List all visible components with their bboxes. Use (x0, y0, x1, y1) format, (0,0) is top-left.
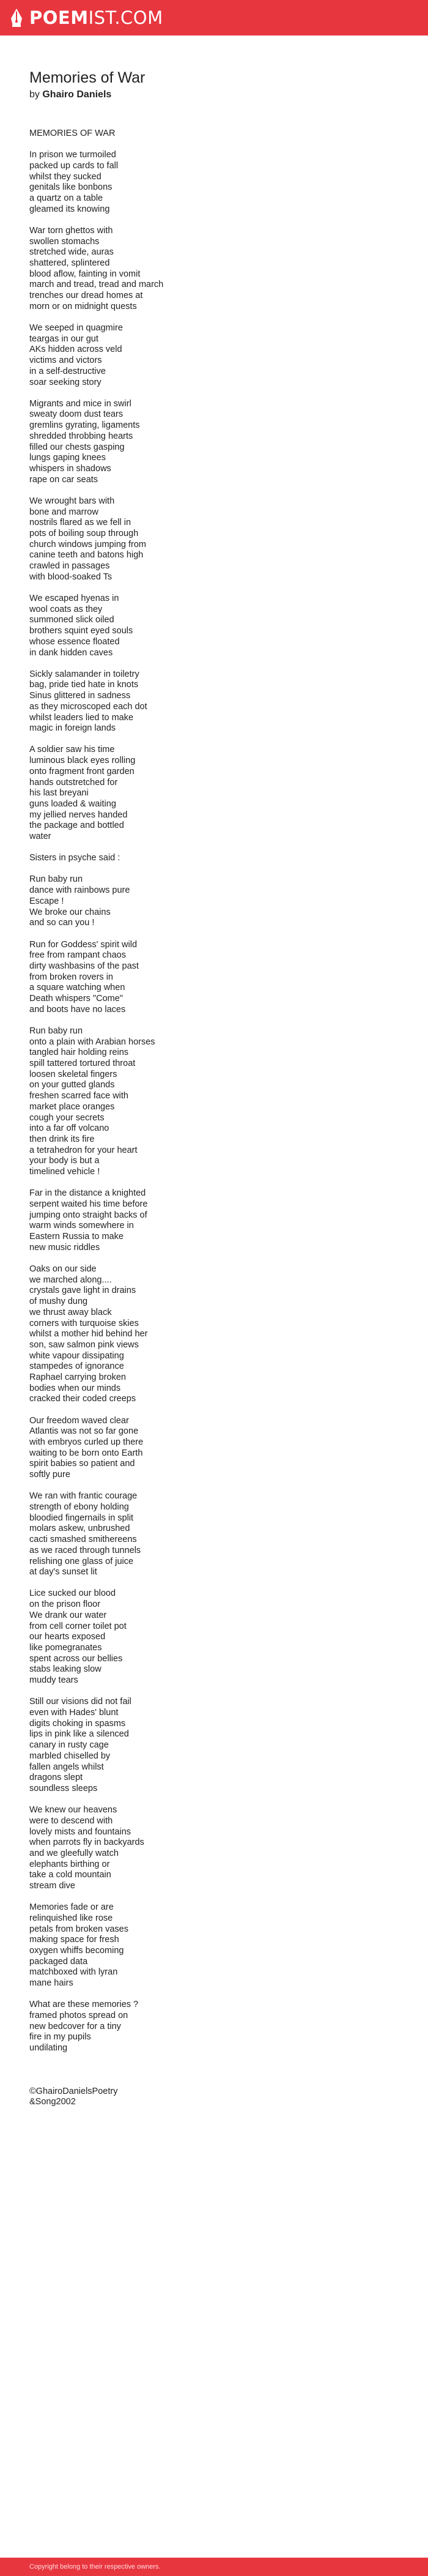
poem-stanza: War torn ghettos with swollen stomachs stretched wide, auras shattered, splintered blood aflow, fainting in vomit march and tread, tread and march trenches our dread homes at morn or on midnight quests (29, 225, 164, 311)
poem-stanza: Sickly salamander in toiletry bag, pride tied hate in knots Sinus glittered in sadness as they microscoped each dot whilst leaders lied to make magic in foreign lands (29, 669, 147, 734)
pen-nib-icon (9, 8, 24, 28)
poem-stanza: We seeped in quagmire teargas in our gut AKs hidden across veld victims and victors in a self-destructive soar seeking story (29, 323, 123, 387)
poem-stanza: We escaped hyenas in wool coats as they summoned slick oiled brothers squint eyed souls whose essence floated in dank hidden caves (29, 594, 133, 658)
poem-stanza: Our freedom waved clear Atlantis was not so far gone with embryos curled up there waiting to be born onto Earth spirit babies so patient and softly pure (29, 1415, 144, 1480)
poem-stanza: Far in the distance a knighted serpent waited his time before jumping onto straight backs of warm winds somewhere in Eastern Russia to make new music riddles (29, 1188, 148, 1253)
poem-stanza: Run for Goddess' spirit wild free from rampant chaos dirty washbasins of the past from broken rovers in a square watching when Death whispers "Come" and boots have no laces (29, 939, 139, 1014)
site-logo[interactable] (9, 7, 163, 29)
poem-stanza: Memories fade or are relinquished like rose petals from broken vases making space for fresh oxygen whiffs becoming packaged data matchboxed with lyran mane hairs (29, 1902, 128, 1989)
poem-stanza: Lice sucked our blood on the prison floor We drank our water from cell corner toilet pot our hearts exposed like pomegranates spent across our bellies stabs leaking slow muddy tears (29, 1588, 127, 1686)
author-link[interactable]: Ghairo Daniels (42, 89, 112, 100)
poem-stanza: We wrought bars with bone and marrow nostrils flared as we fell in pots of boiling soup through church windows jumping from canine teeth and batons high crawled in passages with blood-soaked Ts (29, 496, 146, 582)
site-footer (0, 2558, 428, 2576)
poem-title: Memories of War (29, 69, 146, 86)
poem-stanza: Still our visions did not fail even with Hades' blunt digits choking in spasms lips in pink like a silenced canary in rusty cage marbled chiselled by fallen angels whilst dragons slept soundless sleeps (29, 1697, 131, 1793)
poem-stanza: Migrants and mice in swirl sweaty doom dust tears gremlins gyrating, ligaments shredded throbbing hearts filled our chests gasping lungs gaping knees whispers in shadows rape on car seats (29, 398, 140, 485)
poem-stanza: We ran with frantic courage strength of ebony holding bloodied fingernails in split molars askew, unbrushed cacti smashed smithereens as we raced through tunnels relishing one glass of juice at day's sunset lit (29, 1491, 141, 1577)
poem-body (29, 128, 396, 2108)
site-header (0, 0, 428, 35)
poem-stanza: ©GhairoDanielsPoetry &Song2002 (29, 2086, 118, 2107)
poem-stanza: Run baby run dance with rainbows pure Escape ! We broke our chains and so can you ! (29, 874, 130, 928)
poem-article (29, 69, 396, 2118)
copyright-notice: Copyright belong to their respective owners. (29, 2563, 161, 2570)
poem-stanza: In prison we turmoiled packed up cards to fall whilst they sucked genitals like bonbons a quartz on a table gleamed its knowing (29, 150, 119, 214)
poem-stanza: Run baby run onto a plain with Arabian horses tangled hair holding reins spill tattered tortured throat loosen skeletal fingers on your gutted glands freshen scarred face with market place oranges cough your secrets into a far off volcano then drink its fire a tetrahedron for your heart your body is but a timelined vehicle ! (29, 1026, 155, 1177)
poem-stanza: Sisters in psyche said : (29, 853, 120, 863)
logo-wordmark: POEMIST.COM (29, 7, 163, 28)
poem-stanza: Oaks on our side we marched along.... crystals gave light in drains of mushy dung we thrust away black corners with turquoise skies whilst a mother hid behind her son, saw salmon pink views white vapour dissipating stampedes of ignorance Raphael carrying broken bodies when our minds cracked their coded creeps (29, 1264, 148, 1404)
poem-stanza: A soldier saw his time luminous black eyes rolling onto fragment front garden hands outstretched for his last breyani guns loaded & waiting my jellied nerves handed the package and bottled water (29, 745, 136, 842)
poem-stanza (29, 2064, 396, 2075)
poem-stanza: We knew our heavens were to descend with lovely mists and fountains when parrots fly in backyards and we gleefully watch elephants birthing or take a cold mountain stream dive (29, 1805, 144, 1891)
poem-byline (29, 88, 396, 102)
byline-prefix: by (29, 89, 40, 100)
poem-stanza: MEMORIES OF WAR (29, 128, 116, 138)
poem-stanza: What are these memories ? framed photos spread on new bedcover for a tiny fire in my pupils undilating (29, 2000, 139, 2053)
